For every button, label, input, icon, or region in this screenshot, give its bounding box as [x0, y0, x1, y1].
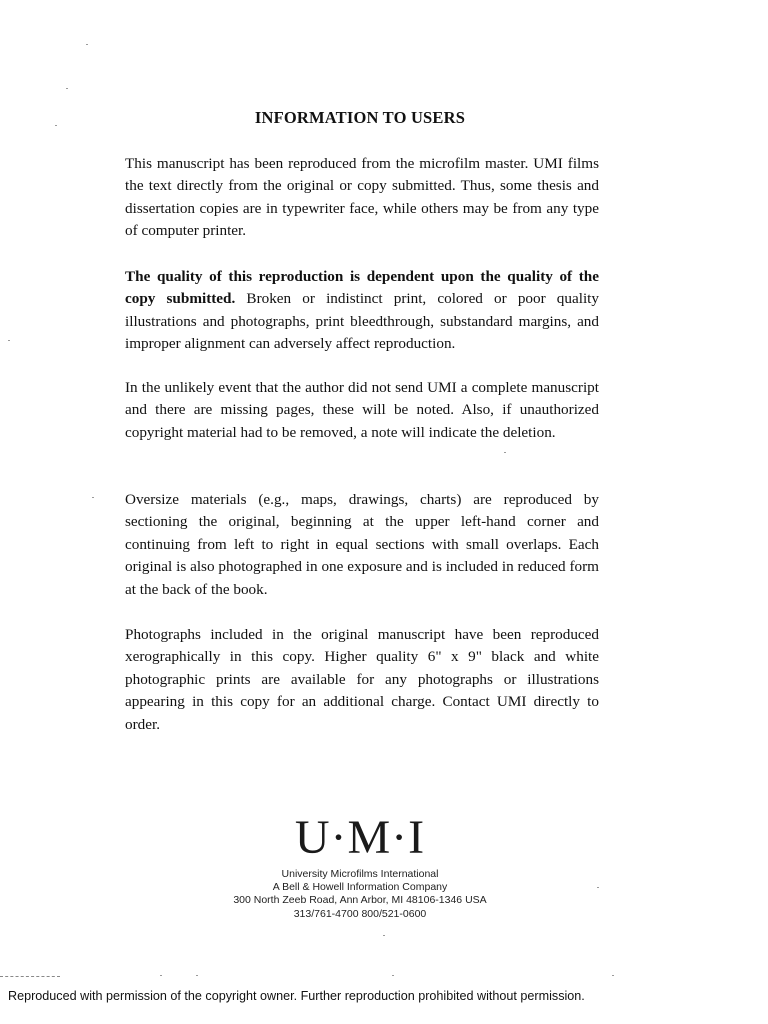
paragraph-text: Photographs included in the original manuscript have been reproduced xerographically in this copy. Higher quality 6" x 9" black and white photographic prints are available for any photographs or illustrations appearing in this copy for an additional charge. Contact UMI directly to order. — [125, 626, 599, 733]
scan-speck — [55, 125, 57, 126]
scan-speck — [504, 452, 506, 453]
address-line: University Microfilms International — [281, 868, 439, 880]
paragraph-missing-pages — [125, 377, 599, 444]
paragraph-text: Broken or indistinct print, colored or poor quality illustrations and photographs, print bleedthrough, substandard margins, and improper alignment can adversely affect reproduction. — [125, 290, 599, 353]
paragraph-bold-lead: The quality of this reproduction is dependent upon the quality of the copy submitted. — [125, 268, 599, 308]
page-title: INFORMATION TO USERS — [254, 108, 466, 127]
scan-speck — [196, 975, 198, 976]
address-line: 313/761-4700 800/521-0600 — [293, 907, 427, 920]
paragraph-microfilm — [125, 153, 599, 243]
scan-speck — [612, 975, 614, 976]
publisher-address — [0, 868, 720, 921]
address-line: A Bell & Howell Information Company — [272, 881, 448, 894]
scan-edge-line — [0, 976, 60, 978]
scan-speck — [392, 975, 394, 976]
scan-speck — [160, 975, 162, 976]
paragraph-text: Oversize materials (e.g., maps, drawings, charts) are reproduced by sectioning the original, beginning at the upper left-hand corner and continuing from left to right in equal sections with small overlaps. Each original is also photographed in one exposure and is included in reduced form at the back of the book. — [125, 491, 599, 598]
scan-speck — [66, 88, 68, 89]
scan-speck — [8, 340, 10, 341]
paragraph-quality — [125, 266, 599, 356]
scan-speck — [597, 887, 599, 888]
paragraph-text: In the unlikely event that the author did not send UMI a complete manuscript and there are missing pages, these will be noted. Also, if unauthorized copyright material had to be removed, a note will indicate the deletion. — [125, 379, 599, 441]
scan-speck — [86, 44, 88, 45]
paragraph-photographs — [125, 624, 599, 736]
scan-speck — [383, 935, 385, 936]
umi-logo: U·M·I — [294, 811, 426, 864]
paragraph-text: This manuscript has been reproduced from the microfilm master. UMI films the text directly from the original or copy submitted. Thus, some thesis and dissertation copies are in typewriter face, while others may be from any type of computer printer. — [125, 155, 599, 240]
paragraph-oversize — [125, 489, 599, 601]
address-line: 300 North Zeeb Road, Ann Arbor, MI 48106-1346 USA — [233, 894, 487, 907]
copyright-footer: Reproduced with permission of the copyright owner. Further reproduction prohibited without permission. — [8, 989, 585, 1003]
scan-speck — [92, 497, 94, 498]
